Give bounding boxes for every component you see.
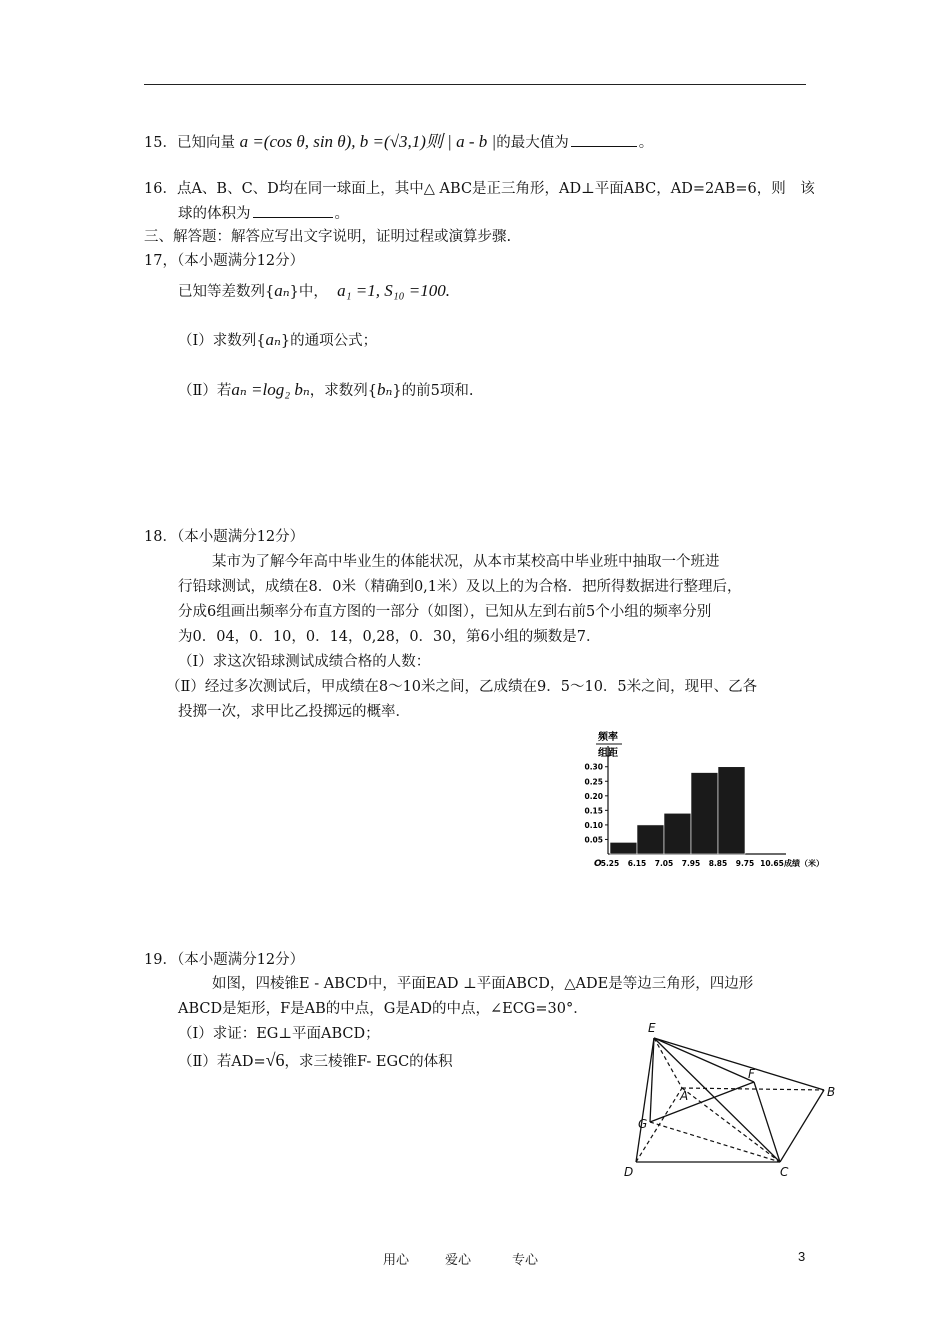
q17-p1-a: （I）求数列{	[178, 333, 266, 349]
q17-header: 17，（本小题满分12分）	[144, 253, 305, 269]
histogram-y-tick-label: 0.10	[584, 820, 603, 830]
pyramid-figure	[620, 1018, 840, 1184]
q15-end: 。	[638, 135, 654, 151]
q19-part1: （I）求证：EG⊥平面ABCD；	[178, 1026, 380, 1042]
q17-intro-a: 已知等差数列{	[178, 284, 275, 300]
vertex-label-G: G	[638, 1117, 648, 1131]
q17-part1	[178, 330, 377, 351]
q17-intro-math: a₁ =1, S₁₀ =100.	[337, 281, 451, 300]
q17-p2-bn: bₙ	[376, 380, 393, 399]
header-rule	[144, 84, 806, 85]
histogram-y-tick-label: 0.20	[584, 791, 603, 801]
question-16-line1: 16．点A、B、C、D均在同一球面上，其中△ ABC是正三角形，AD⊥平面ABC，AD=2AB=6，则 该	[144, 181, 815, 197]
vertex-label-D: D	[624, 1165, 634, 1179]
histogram-x-axis-label: 成绩（米）	[784, 859, 824, 868]
q17-intro	[178, 281, 450, 302]
vertex-label-C: C	[780, 1165, 789, 1179]
q15-answer-blank	[571, 132, 637, 147]
q16-answer-blank	[253, 203, 333, 218]
footer-mid: 爱心	[445, 1253, 472, 1268]
question-15	[144, 132, 653, 153]
q17-p1-an: aₙ	[265, 330, 281, 349]
histogram-y-tick-label: 0.25	[584, 777, 603, 787]
histogram-ylabel-bottom: 组距	[598, 748, 618, 759]
q17-part2	[178, 380, 473, 401]
histogram-origin-label: O	[594, 859, 602, 869]
histogram-x-tick-label: 6.15	[627, 859, 647, 868]
q17-an: aₙ	[274, 281, 290, 300]
edge-AB-hidden	[682, 1088, 824, 1090]
q16-end: 。	[334, 206, 349, 222]
edge-AC-hidden	[682, 1088, 780, 1162]
q15-suffix: 的最大值为	[496, 135, 569, 151]
q19-p2-sqrt6: √6	[265, 1050, 285, 1070]
histogram-y-tick-label: 0.05	[584, 835, 603, 845]
q19-line2: ABCD是矩形，F是AB的中点，G是AD的中点，∠ECG=30°．	[178, 1001, 588, 1017]
histogram-bar	[610, 842, 637, 854]
q19-line1: 如图，四棱锥E - ABCD中，平面EAD ⊥平面ABCD，△ADE是等边三角形，四边形	[212, 976, 754, 992]
q19-header: 19．（本小题满分12分）	[144, 952, 305, 968]
q17-p1-b: }的通项公式；	[280, 333, 378, 349]
histogram-x-tick-label: 7.05	[654, 859, 674, 868]
vertex-label-A: A	[680, 1089, 689, 1103]
q19-part2	[178, 1050, 453, 1072]
q15-formula: a =(cos θ, sin θ), b =(√3,1)则 | a - b |	[239, 132, 497, 151]
q17-p2-a: （Ⅱ）若	[178, 383, 232, 399]
q17-p2-math: aₙ =log₂ bₙ	[231, 380, 310, 399]
question-16-line2	[178, 203, 349, 224]
vertex-label-E: E	[648, 1021, 656, 1035]
histogram-y-tick-label: 0.15	[584, 806, 603, 816]
q18-para-line1: 某市为了解今年高中毕业生的体能状况，从本市某校高中毕业班中抽取一个班进	[212, 554, 720, 570]
q19-p2-b: ，求三棱锥F- EGC的体积	[284, 1054, 453, 1070]
q18-part2-line1: （Ⅱ）经过多次测试后，甲成绩在8～10米之间，乙成绩在9．5～10．5米之间，现甲、乙各	[166, 679, 758, 695]
histogram-y-tick-label: 0.30	[584, 762, 603, 772]
q16-line2-text: 球的体积为	[178, 206, 251, 222]
histogram-x-tick-label: 8.85	[708, 859, 728, 868]
histogram-bar	[691, 773, 718, 854]
q18-header: 18．（本小题满分12分）	[144, 529, 305, 545]
histogram-bar	[664, 813, 691, 854]
vertex-label-F: F	[748, 1067, 755, 1081]
q15-label: 15．已知向量	[144, 135, 235, 151]
q18-para-line2: 行铅球测试，成绩在8．0米（精确到0,1米）及以上的为合格．把所得数据进行整理后，	[178, 579, 742, 595]
q18-para-line4: 为0．04，0．10，0．14，0,28，0．30，第6小组的频数是7．	[178, 629, 601, 645]
histogram-x-tick-label: 5.25	[600, 859, 620, 868]
footer-left: 用心	[383, 1253, 410, 1268]
vertex-label-B: B	[827, 1085, 836, 1099]
frequency-histogram	[584, 728, 824, 874]
section-3-heading: 三、解答题：解答应写出文字说明，证明过程或演算步骤.	[144, 229, 512, 245]
q17-intro-b: }中，	[289, 284, 328, 300]
histogram-bar	[718, 767, 745, 854]
histogram-x-tick-label: 7.95	[681, 859, 701, 868]
q18-para-line3: 分成6组画出频率分布直方图的一部分（如图），已知从左到右前5个小组的频率分别	[178, 604, 712, 620]
footer-right: 专心	[512, 1253, 539, 1268]
q18-part2-line2: 投掷一次，求甲比乙投掷远的概率．	[178, 704, 410, 720]
edge-CB	[780, 1090, 824, 1162]
edge-FG	[650, 1082, 754, 1122]
histogram-x-tick-label: 9.75	[735, 859, 755, 868]
histogram-x-tick-label: 10.65	[760, 859, 784, 868]
q17-p2-c: }的前5项和.	[392, 383, 474, 399]
q17-p2-b: ，求数列{	[309, 383, 377, 399]
q19-p2-a: （Ⅱ）若AD=	[178, 1054, 266, 1070]
edge-EF	[654, 1038, 754, 1082]
page-number: 3	[798, 1249, 806, 1264]
histogram-ylabel-top: 频率	[598, 732, 618, 743]
histogram-bar	[637, 825, 664, 854]
q18-part1: （I）求这次铅球测试成绩合格的人数：	[178, 654, 431, 670]
